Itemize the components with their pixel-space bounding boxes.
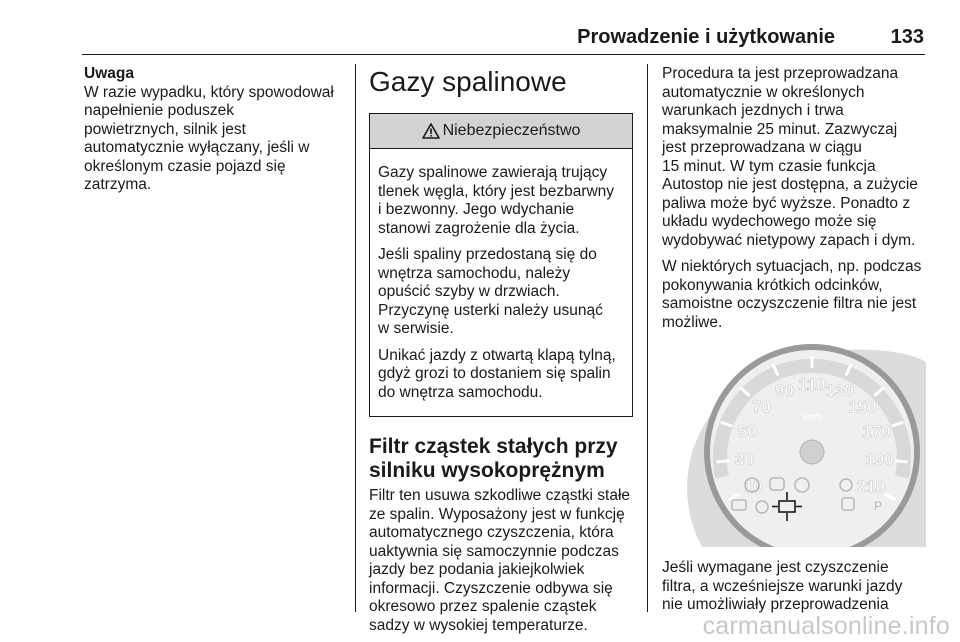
subsection-title-line: silniku wysokoprężnym (369, 459, 605, 482)
danger-line: Jeśli spaliny przedostaną się do (378, 246, 597, 263)
body-line: układu wydechowego może się (662, 213, 877, 230)
column-right (662, 65, 926, 615)
warning-triangle-icon (422, 123, 440, 139)
body-line: filtra, a wcześniejsze warunki jazdy (662, 577, 903, 595)
header-rule (82, 54, 925, 55)
body-line: paliwa może być wyższe. Ponadto z (662, 194, 911, 212)
body-line: jest przeprowadzana w ciągu (662, 139, 862, 156)
note-title: Uwaga (84, 65, 134, 82)
subsection-title (369, 435, 633, 483)
speedometer-image (662, 342, 926, 547)
danger-header (370, 114, 632, 149)
situations-paragraph (662, 258, 926, 332)
dial-tick (896, 461, 908, 462)
column-left (84, 65, 346, 195)
danger-paragraph (378, 164, 624, 238)
dial-label: 210 (856, 477, 886, 496)
danger-line: Gazy spalinowe zawierają trujący (378, 164, 608, 181)
dial-label: 70 (752, 397, 771, 417)
dial-label: 150 (848, 397, 877, 417)
body-line: automatycznego czyszczenia, która (369, 524, 614, 541)
body-line: Procedura ta jest przeprowadzana (662, 65, 899, 82)
dial-label: 110 (798, 375, 826, 394)
danger-body (370, 149, 632, 416)
body-line: wydobywać nietypowy zapach i dym. (662, 231, 916, 249)
dial-label: 130 (825, 380, 854, 400)
body-line: informacji. Czyszczenie odbywa się (369, 579, 613, 597)
danger-line: wnętrza samochodu, należy (378, 264, 571, 282)
danger-line: gdyż grozi to dostaniem się spalin (378, 365, 611, 382)
dial-label: 170 (862, 421, 891, 441)
note-line: W razie wypadku, który spowodował (84, 83, 334, 101)
danger-line: Przyczynę usterki należy usunąć (378, 301, 603, 319)
watermark: carmanualsonline.info (702, 612, 950, 640)
dial-label: 30 (734, 450, 754, 470)
danger-box (369, 113, 633, 417)
body-line: ze spalin. Wyposażony jest w funkcję (369, 505, 625, 523)
body-line: sadzy w wysokiej temperaturze. (369, 616, 588, 634)
body-line: warunkach jezdnych i trwa (662, 102, 844, 119)
dial-label: 190 (865, 450, 894, 470)
body-line: uaktywnia się samoczynnie podczas (369, 542, 619, 560)
page-header-title: Prowadzenie i użytkowanie (577, 26, 835, 48)
body-line: Autostop nie jest dostępna, a zużycie (662, 176, 918, 193)
dial-label: 50 (737, 421, 757, 441)
danger-title: Niebezpieczeństwo (442, 121, 581, 139)
body-line: jazdy bez podania jakiejkolwiek (369, 561, 585, 578)
column-divider-left (355, 64, 356, 612)
body-line: W niektórych sytuacjach, np. podczas (662, 258, 922, 275)
note-line: zatrzyma. (84, 176, 152, 193)
note-line: określonym czasie pojazd się (84, 157, 286, 175)
danger-paragraph (378, 347, 624, 403)
procedure-paragraph (662, 65, 926, 250)
cleaning-paragraph (662, 559, 926, 615)
danger-line: i bezwonny. Jego wdychanie (378, 201, 575, 218)
body-line: pokonywania krótkich odcinków, (662, 276, 883, 294)
needle-hub (800, 440, 824, 464)
body-line: okresowo przez spalenie cząstek (369, 598, 597, 615)
danger-line: stanowi zagrożenie dla życia. (378, 219, 580, 237)
note-text (84, 84, 346, 195)
dial-label: 90 (774, 380, 794, 400)
note-line: automatycznie wyłączany, jeśli w (84, 139, 310, 156)
danger-line: tlenek węgla, który jest bezbarwny (378, 182, 615, 200)
column-middle (369, 65, 633, 635)
body-line: samoistne oczyszczenie filtra nie jest (662, 295, 917, 312)
section-title: Gazy spalinowe (369, 66, 567, 97)
note-line: napełnienie poduszek (84, 102, 234, 119)
note-line: powietrznych, silnik jest (84, 120, 246, 138)
body-line: 15 minut. W tym czasie funkcja (662, 157, 876, 175)
body-line: automatycznie w określonych (662, 83, 865, 101)
column-divider-right (647, 64, 648, 612)
speedometer-illustration (662, 342, 926, 547)
lamp-p-label: P (874, 499, 883, 513)
dial-label: 10 (743, 477, 763, 496)
body-line: Filtr ten usuwa szkodliwe cząstki stałe (369, 487, 631, 504)
body-line: możliwe. (662, 313, 723, 331)
subsection-title-line: Filtr cząstek stałych przy (369, 435, 618, 458)
danger-line: opuścić szyby w drzwiach. (378, 283, 560, 300)
danger-paragraph (378, 246, 624, 339)
body-line: nie umożliwiały przeprowadzenia (662, 596, 889, 613)
speed-unit-label: km/h (802, 412, 822, 422)
body-line: maksymalnie 25 minut. Zazwyczaj (662, 120, 898, 138)
page-number: 133 (890, 26, 924, 48)
danger-line: w serwisie. (378, 320, 454, 337)
danger-line: do wnętrza samochodu. (378, 383, 543, 401)
dial-tick (717, 461, 729, 462)
body-line: Jeśli wymagane jest czyszczenie (662, 559, 889, 576)
danger-line: Unikać jazdy z otwartą klapą tylną, (378, 346, 616, 364)
